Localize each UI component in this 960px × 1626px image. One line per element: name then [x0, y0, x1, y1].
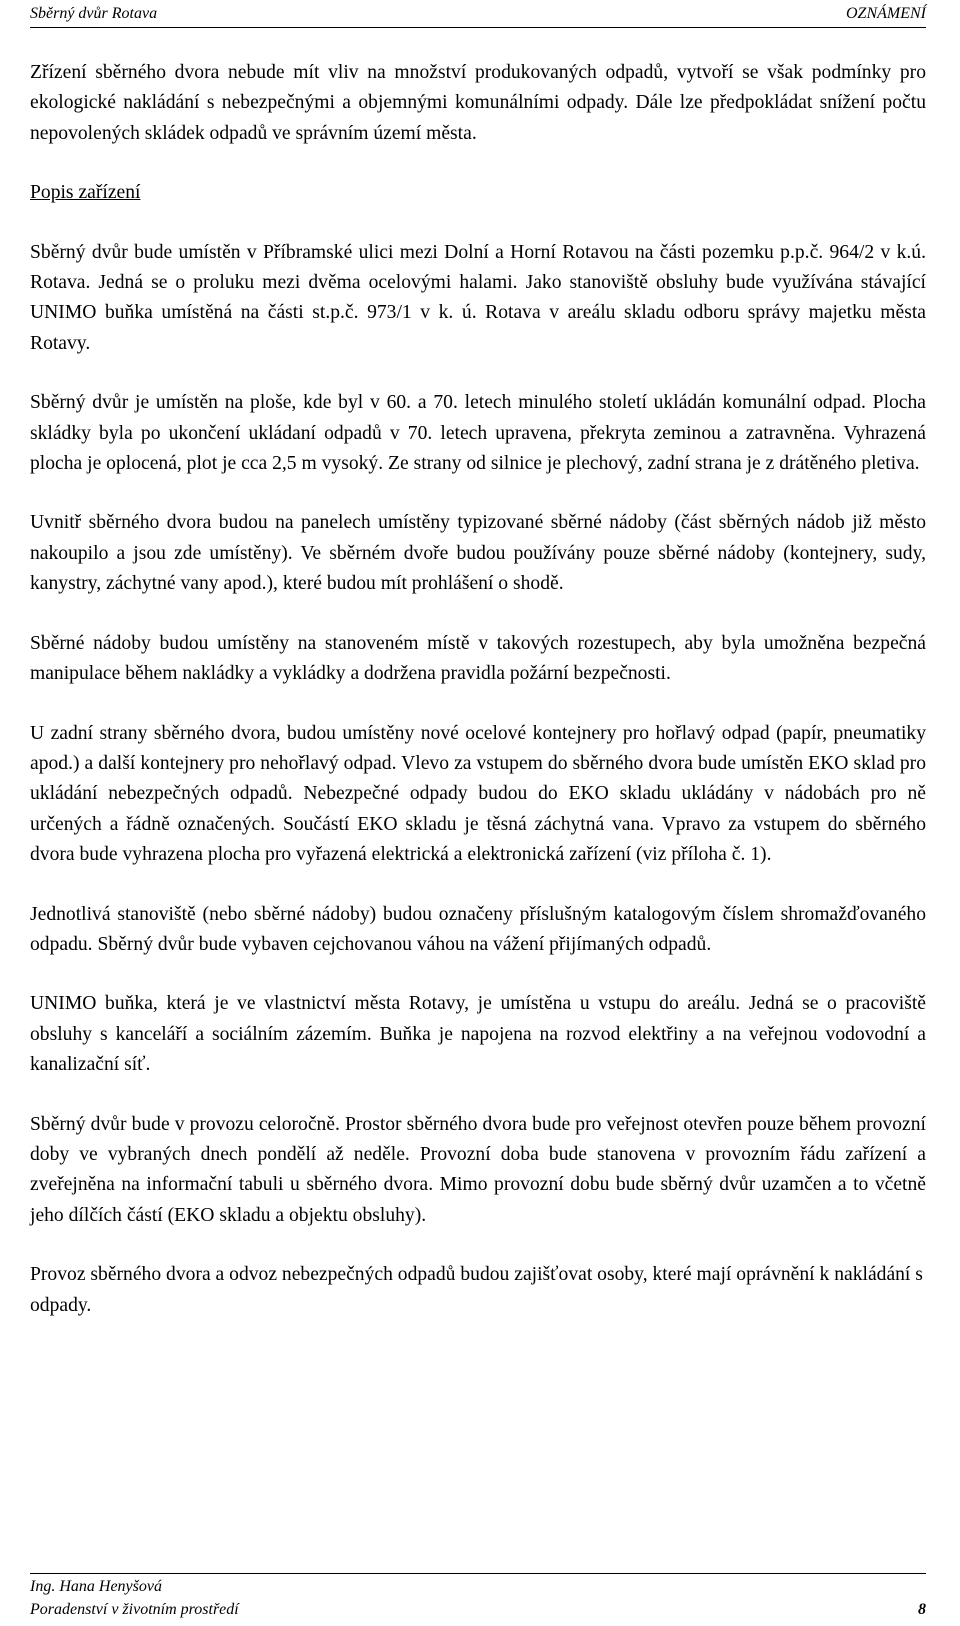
footer-author: Ing. Hana Henyšová: [30, 1578, 162, 1595]
paragraph-responsibility: Provoz sběrného dvora a odvoz nebezpečných odpadů budou zajišťovat osoby, které mají oprávnění k nakládání s odpady.: [30, 1264, 923, 1316]
paragraph-containers: Uvnitř sběrného dvora budou na panelech umístěny typizované sběrné nádoby (část sběrných nádob již město nakoupilo a jsou zde umístěny). Ve sběrném dvoře budou používány pouze sběrné nádoby (kontejnery, sudy, kanystry, záchytné vany apod.), které budou mít prohlášení o shodě.: [30, 512, 926, 595]
page-number: 8: [918, 1600, 926, 1618]
footer-service: Poradenství v životním prostředí: [30, 1600, 239, 1618]
section-heading: Popis zařízení: [30, 182, 141, 204]
paragraph-location: Sběrný dvůr bude umístěn v Příbramské ulici mezi Dolní a Horní Rotavou na části pozemku p.p.č. 964/2 v k.ú. Rotava. Jedná se o proluku mezi dvěma ocelovými halami. Jako stanoviště obsluhy bude využívána stávající UNIMO buňka umístěná na části st.p.č. 973/1 v k. ú. Rotava v areálu skladu odboru správy majetku města Rotavy.: [30, 241, 926, 354]
paragraph-container-placement: Sběrné nádoby budou umístěny na stanoveném místě v takových rozestupech, aby byla umožněna bezpečná manipulace během nakládky a vykládky a dodržena pravidla požární bezpečnosti.: [30, 632, 926, 685]
document-body: [30, 58, 926, 1350]
page-header: [30, 0, 926, 28]
paragraph-site-history: Sběrný dvůr je umístěn na ploše, kde byl v 60. a 70. letech minulého století ukládán komunální odpad. Plocha skládky byla po ukončení ukládaní odpadů v 70. letech upravena, překryta zeminou a zatravněna. Vyhrazená plocha je oplocená, plot je cca 2,5 m vysoký. Ze strany od silnice je plechový, zadní strana je z drátěného pletiva.: [30, 392, 926, 475]
paragraph-labeling: Jednotlivá stanoviště (nebo sběrné nádoby) budou označeny příslušným katalogovým číslem shromažďovaného odpadu. Sběrný dvůr bude vybaven cejchovanou váhou na vážení přijímaných odpadů.: [30, 903, 926, 955]
paragraph-operation: Sběrný dvůr bude v provozu celoročně. Prostor sběrného dvora bude pro veřejnost otevřen pouze během provozní doby ve vybraných dnech pondělí až neděle. Provozní doba bude stanovena v provozním řádu zařízení a zveřejněna na informační tabuli u sběrného dvora. Mimo provozní dobu bude sběrný dvůr uzamčen a to včetně jeho dílčích částí (EKO skladu a objektu obsluhy).: [30, 1113, 926, 1226]
paragraph-unimo-cell: UNIMO buňka, která je ve vlastnictví města Rotavy, je umístěna u vstupu do areálu. Jedná se o pracoviště obsluhy s kanceláří a sociálním zázemím. Buňka je napojena na rozvod elektřiny a na veřejnou vodovodní a kanalizační síť.: [30, 993, 926, 1076]
page-footer: [30, 1573, 926, 1621]
paragraph-layout: U zadní strany sběrného dvora, budou umístěny nové ocelové kontejnery pro hořlavý odpad (papír, pneumatiky apod.) a další kontejnery pro nehořlavý odpad. Vlevo za vstupem do sběrného dvora bude umístěn EKO sklad pro ukládání nebezpečných odpadů. Nebezpečné odpady budou do EKO skladu ukládány v nádobách pro ně určených a řádně označených. Součástí EKO skladu je těsná záchytná vana. Vpravo za vstupem do sběrného dvora bude vyhrazena plocha pro vyřazená elektrická a elektronická zařízení (viz příloha č. 1).: [30, 722, 926, 866]
header-document-name: Sběrný dvůr Rotava: [30, 5, 158, 22]
paragraph-intro: Zřízení sběrného dvora nebude mít vliv na množství produkovaných odpadů, vytvoří se však podmínky pro ekologické nakládání s nebezpečnými a objemnými komunálními odpady. Dále lze předpokládat snížení počtu nepovolených skládek odpadů ve správním území města.: [30, 62, 926, 144]
header-document-type: OZNÁMENÍ: [846, 5, 926, 22]
